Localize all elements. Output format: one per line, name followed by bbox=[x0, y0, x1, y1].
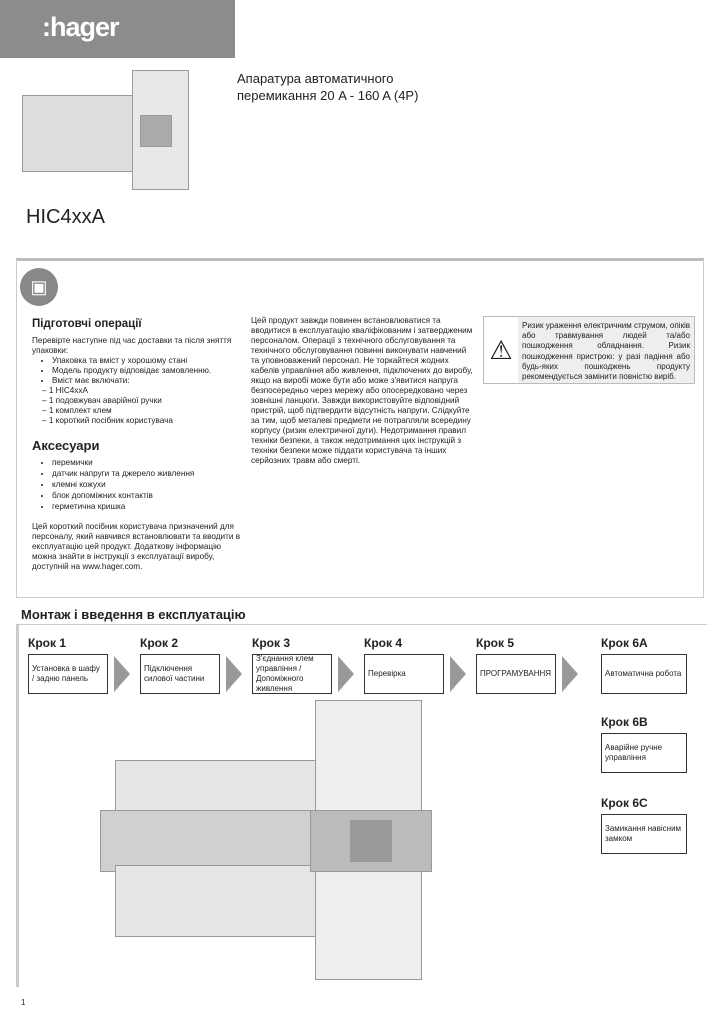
step-6b-heading: Крок 6B bbox=[601, 715, 648, 729]
book-icon: ▣ bbox=[20, 268, 58, 306]
step-6a-box: Автоматична робота bbox=[601, 654, 687, 694]
page-number: 1 bbox=[21, 998, 26, 1007]
safety-text: Цей продукт завжди повинен встановлюватися та вводитися в експлуатацію кваліфікованим і затвердженим персоналом. Операції з технічного обслуговування та технічного обслуговування повинні виконувати навчений та уповноважений персонал. Не торкайтеся жодних кабелів управління або живлення, підключених до виробу, якщо на виробі може бути або може з'явитися напруга безпосередньо через мережу або опосередковано через зовнішні ланцюги. Завжди використовуйте відповідний пристрій, щоб підтвердити відсутність напруги. Слідкуйте за тим, щоб металеві предмети не потрапляли всередину корпусу (ризик електричної дуги). Недотримання правил техніки безпеки, а також недотримання цих інструкцій з техніки безпеки може піддати користувача та інших серйозних травм або смерті. bbox=[251, 316, 473, 465]
product-image-main bbox=[95, 700, 480, 980]
step-5-box: ПРОГРАМУВАННЯ bbox=[476, 654, 556, 694]
step-5-heading: Крок 5 bbox=[476, 636, 514, 650]
step-1-box: Установка в шафу / задню панель bbox=[28, 654, 108, 694]
arrow-icon bbox=[338, 656, 354, 692]
arrow-icon bbox=[562, 656, 578, 692]
step-6a-heading: Крок 6A bbox=[601, 636, 648, 650]
step-4-heading: Крок 4 bbox=[364, 636, 402, 650]
step-3-heading: Крок 3 bbox=[252, 636, 290, 650]
warning-box: ⚠ Ризик ураження електричним струмом, опіків або травмування людей та/або пошкодження обладнання. Ризик пошкодження пристрою: у разі падіння або будь-яких пошкоджень продукту рекомендується замінити повністю виріб. bbox=[483, 316, 695, 384]
step-1-heading: Крок 1 bbox=[28, 636, 66, 650]
hager-logo: :hager bbox=[42, 12, 119, 42]
step-2-box: Підключення силової частини bbox=[140, 654, 220, 694]
step-3-box: З'єднання клем управління / Допоміжного живлення bbox=[252, 654, 332, 694]
arrow-icon bbox=[226, 656, 242, 692]
model-name: HIC4xxA bbox=[26, 206, 105, 228]
section-heading: Монтаж і введення в експлуатацію bbox=[21, 607, 246, 622]
step-2-heading: Крок 2 bbox=[140, 636, 178, 650]
step-6b-box: Аварійне ручне управління bbox=[601, 733, 687, 773]
arrow-icon bbox=[450, 656, 466, 692]
preparation-section: Підготовчі операції Перевірте наступне під час доставки та після зняття упаковки: • Упаковка та вміст у хорошому стані • Модель продукту відповідає замовленню. • Вміст має включати: – 1 HIC4xxA – 1 подовжувач аварійної ручки – 1 комплект клем – 1 короткий посібник користувача Аксесуари • перемички • датчик напруги та джерело живлення • клемні кожухи • блок допоміжних контактів • герметична кришка Цей короткий посібник користувача призначений для персоналу, який навчився встановлювати та вводити в експлуатацію цей продукт. Додаткову інформацію можна знайти в інструкції з експлуатації виробу, доступній на www.hager.com. bbox=[32, 318, 247, 572]
step-6c-box: Замикання навісним замком bbox=[601, 814, 687, 854]
step-4-box: Перевірка bbox=[364, 654, 444, 694]
warning-icon: ⚠ bbox=[484, 317, 518, 383]
product-image-top bbox=[22, 70, 212, 190]
arrow-icon bbox=[114, 656, 130, 692]
step-6c-heading: Крок 6C bbox=[601, 796, 648, 810]
document-title: Апаратура автоматичного перемикання 20 A - 160 A (4P) bbox=[237, 71, 419, 103]
